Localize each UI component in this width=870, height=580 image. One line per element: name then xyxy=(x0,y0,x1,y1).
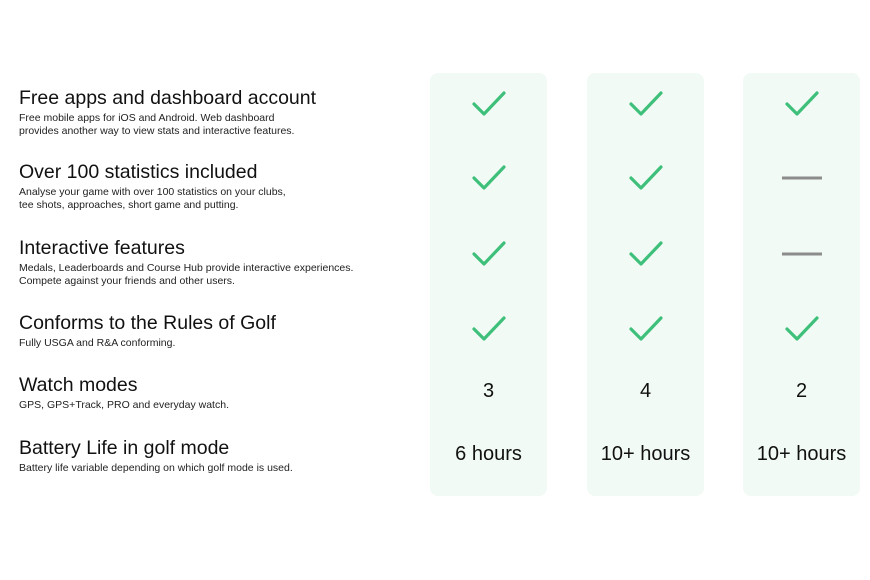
value-text: 3 xyxy=(482,379,495,402)
plan-1-value xyxy=(430,158,547,198)
feature-description: Fully USGA and R&A conforming. xyxy=(19,337,176,349)
value-text: 2 xyxy=(795,379,808,402)
check-icon xyxy=(628,163,664,193)
plan-1-value xyxy=(430,309,547,349)
plan-column-1 xyxy=(430,73,547,496)
feature-title: Over 100 statistics included xyxy=(19,161,258,183)
value-text: 10+ hours xyxy=(756,442,847,465)
check-icon xyxy=(628,89,664,119)
plan-1-value xyxy=(430,371,547,411)
plan-3-value xyxy=(743,234,860,274)
check-icon xyxy=(471,239,507,269)
plan-2-value xyxy=(587,309,704,349)
check-icon xyxy=(628,239,664,269)
check-icon xyxy=(784,314,820,344)
feature-title: Watch modes xyxy=(19,374,138,396)
feature-info xyxy=(19,312,419,350)
value-text: 10+ hours xyxy=(600,442,691,465)
feature-description: Battery life variable depending on which golf mode is used. xyxy=(19,462,293,474)
feature-title: Free apps and dashboard account xyxy=(19,87,317,109)
plan-1-value xyxy=(430,434,547,474)
plan-2-value xyxy=(587,371,704,411)
plan-2-value xyxy=(587,158,704,198)
plan-column-2 xyxy=(587,73,704,496)
plan-3-value xyxy=(743,371,860,411)
plan-1-value xyxy=(430,234,547,274)
feature-info xyxy=(19,161,419,211)
feature-info xyxy=(19,437,419,475)
feature-title: Conforms to the Rules of Golf xyxy=(19,312,276,334)
plan-3-value xyxy=(743,158,860,198)
feature-description: Free mobile apps for iOS and Android. Web dashboard provides another way to view stats and interactive features. xyxy=(19,112,295,137)
feature-description: Medals, Leaderboards and Course Hub provide interactive experiences. Compete against your friends and other users. xyxy=(19,262,354,287)
feature-info xyxy=(19,374,419,412)
plan-2-value xyxy=(587,84,704,124)
plan-2-value xyxy=(587,434,704,474)
check-icon xyxy=(628,314,664,344)
plan-column-3 xyxy=(743,73,860,496)
feature-info xyxy=(19,87,419,137)
feature-description: Analyse your game with over 100 statistics on your clubs, tee shots, approaches, short game and putting. xyxy=(19,186,286,211)
check-icon xyxy=(471,163,507,193)
value-text: 4 xyxy=(639,379,652,402)
dash-icon xyxy=(781,249,823,259)
feature-title: Interactive features xyxy=(19,237,185,259)
plan-1-value xyxy=(430,84,547,124)
feature-info xyxy=(19,237,419,287)
plan-3-value xyxy=(743,434,860,474)
feature-title: Battery Life in golf mode xyxy=(19,437,230,459)
check-icon xyxy=(784,89,820,119)
value-text: 6 hours xyxy=(455,442,522,465)
check-icon xyxy=(471,314,507,344)
plan-3-value xyxy=(743,84,860,124)
plan-2-value xyxy=(587,234,704,274)
feature-description: GPS, GPS+Track, PRO and everyday watch. xyxy=(19,399,229,411)
check-icon xyxy=(471,89,507,119)
dash-icon xyxy=(781,173,823,183)
plan-3-value xyxy=(743,309,860,349)
